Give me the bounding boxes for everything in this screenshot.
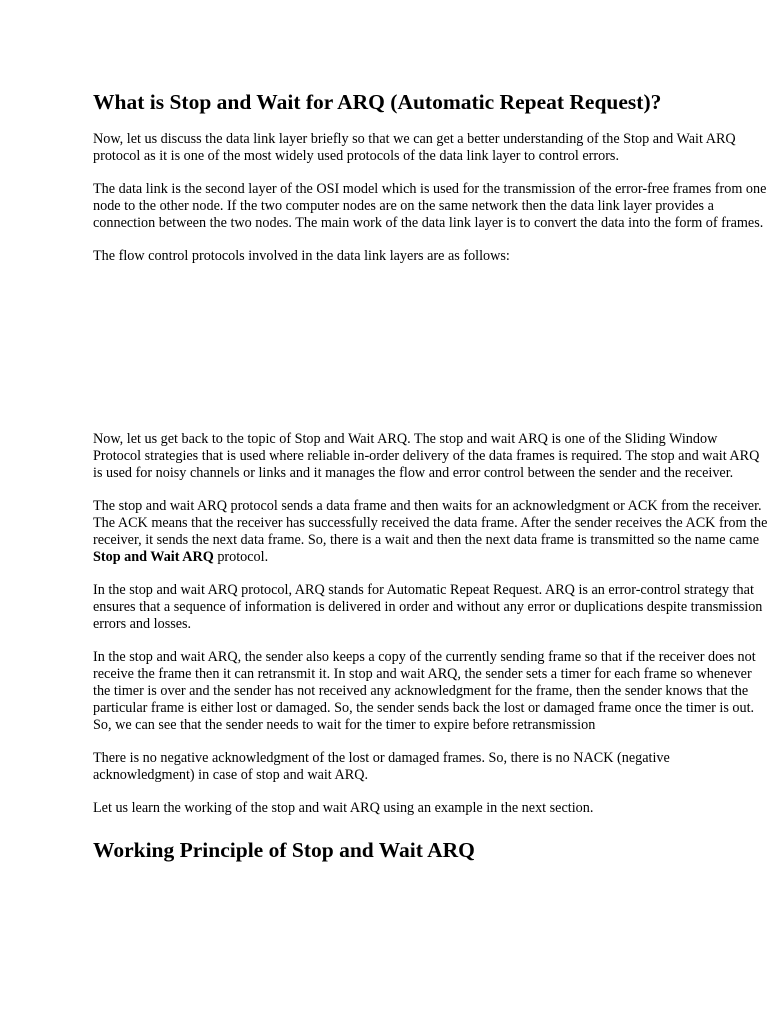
paragraph-intro: Now, let us discuss the data link layer briefly so that we can get a better understanding of the Stop and Wait ARQ protocol as it is one of the most widely used protocols of the data link layer to control errors. [93, 131, 736, 164]
page-title: What is Stop and Wait for ARQ (Automatic Repeat Request)? [93, 90, 662, 114]
paragraph-flow-control: The flow control protocols involved in the data link layers are as follows: [93, 248, 510, 264]
paragraph-nack: There is no negative acknowledgment of the lost or damaged frames. So, there is no NACK (negative acknowledgment) in case of stop and wait ARQ. [93, 750, 670, 783]
paragraph-ack-tail: protocol. [213, 549, 269, 565]
paragraph-ack [93, 498, 768, 566]
section-heading: Working Principle of Stop and Wait ARQ [93, 838, 475, 862]
title-block [93, 88, 768, 131]
paragraph-next-section: Let us learn the working of the stop and wait ARQ using an example in the next section. [93, 800, 594, 816]
paragraph-timer: In the stop and wait ARQ, the sender also keeps a copy of the currently sending frame so that if the receiver does not receive the frame then it can retransmit it. In stop and wait ARQ, the sender sets a timer for each frame so whenever the timer is over and the sender has not received any acknowledgment for the frame, then the sender knows that the particular frame is either lost or damaged. So, the sender sends back the lost or damaged frame once the timer is out. So, we can see that the sender needs to wait for the timer to expire before retransmission [93, 649, 756, 733]
article [93, 88, 768, 864]
paragraph-arq-meaning: In the stop and wait ARQ protocol, ARQ stands for Automatic Repeat Request. ARQ is an error-control strategy that ensures that a sequence of information is delivered in order and without any error or duplications despite transmission errors and losses. [93, 582, 763, 632]
figure-placeholder [93, 265, 768, 431]
paragraph-ack-text: The stop and wait ARQ protocol sends a data frame and then waits for an acknowledgment or ACK from the receiver. The ACK means that the receiver has successfully received the data frame. After the sender receives the ACK from the receiver, it sends the next data frame. So, there is a wait and then the next data frame is transmitted so the name came [93, 498, 768, 548]
paragraph-data-link: The data link is the second layer of the OSI model which is used for the transmission of the error-free frames from one node to the other node. If the two computer nodes are on the same network then the data link layer provides a connection between the two nodes. The main work of the data link layer is to convert the data into the form of frames. [93, 181, 767, 231]
paragraph-sliding-window: Now, let us get back to the topic of Stop and Wait ARQ. The stop and wait ARQ is one of the Sliding Window Protocol strategies that is used where reliable in-order delivery of the data frames is required. The stop and wait ARQ is used for noisy channels or links and it manages the flow and error control between the sender and the receiver. [93, 431, 760, 481]
bold-term: Stop and Wait ARQ [93, 549, 214, 565]
